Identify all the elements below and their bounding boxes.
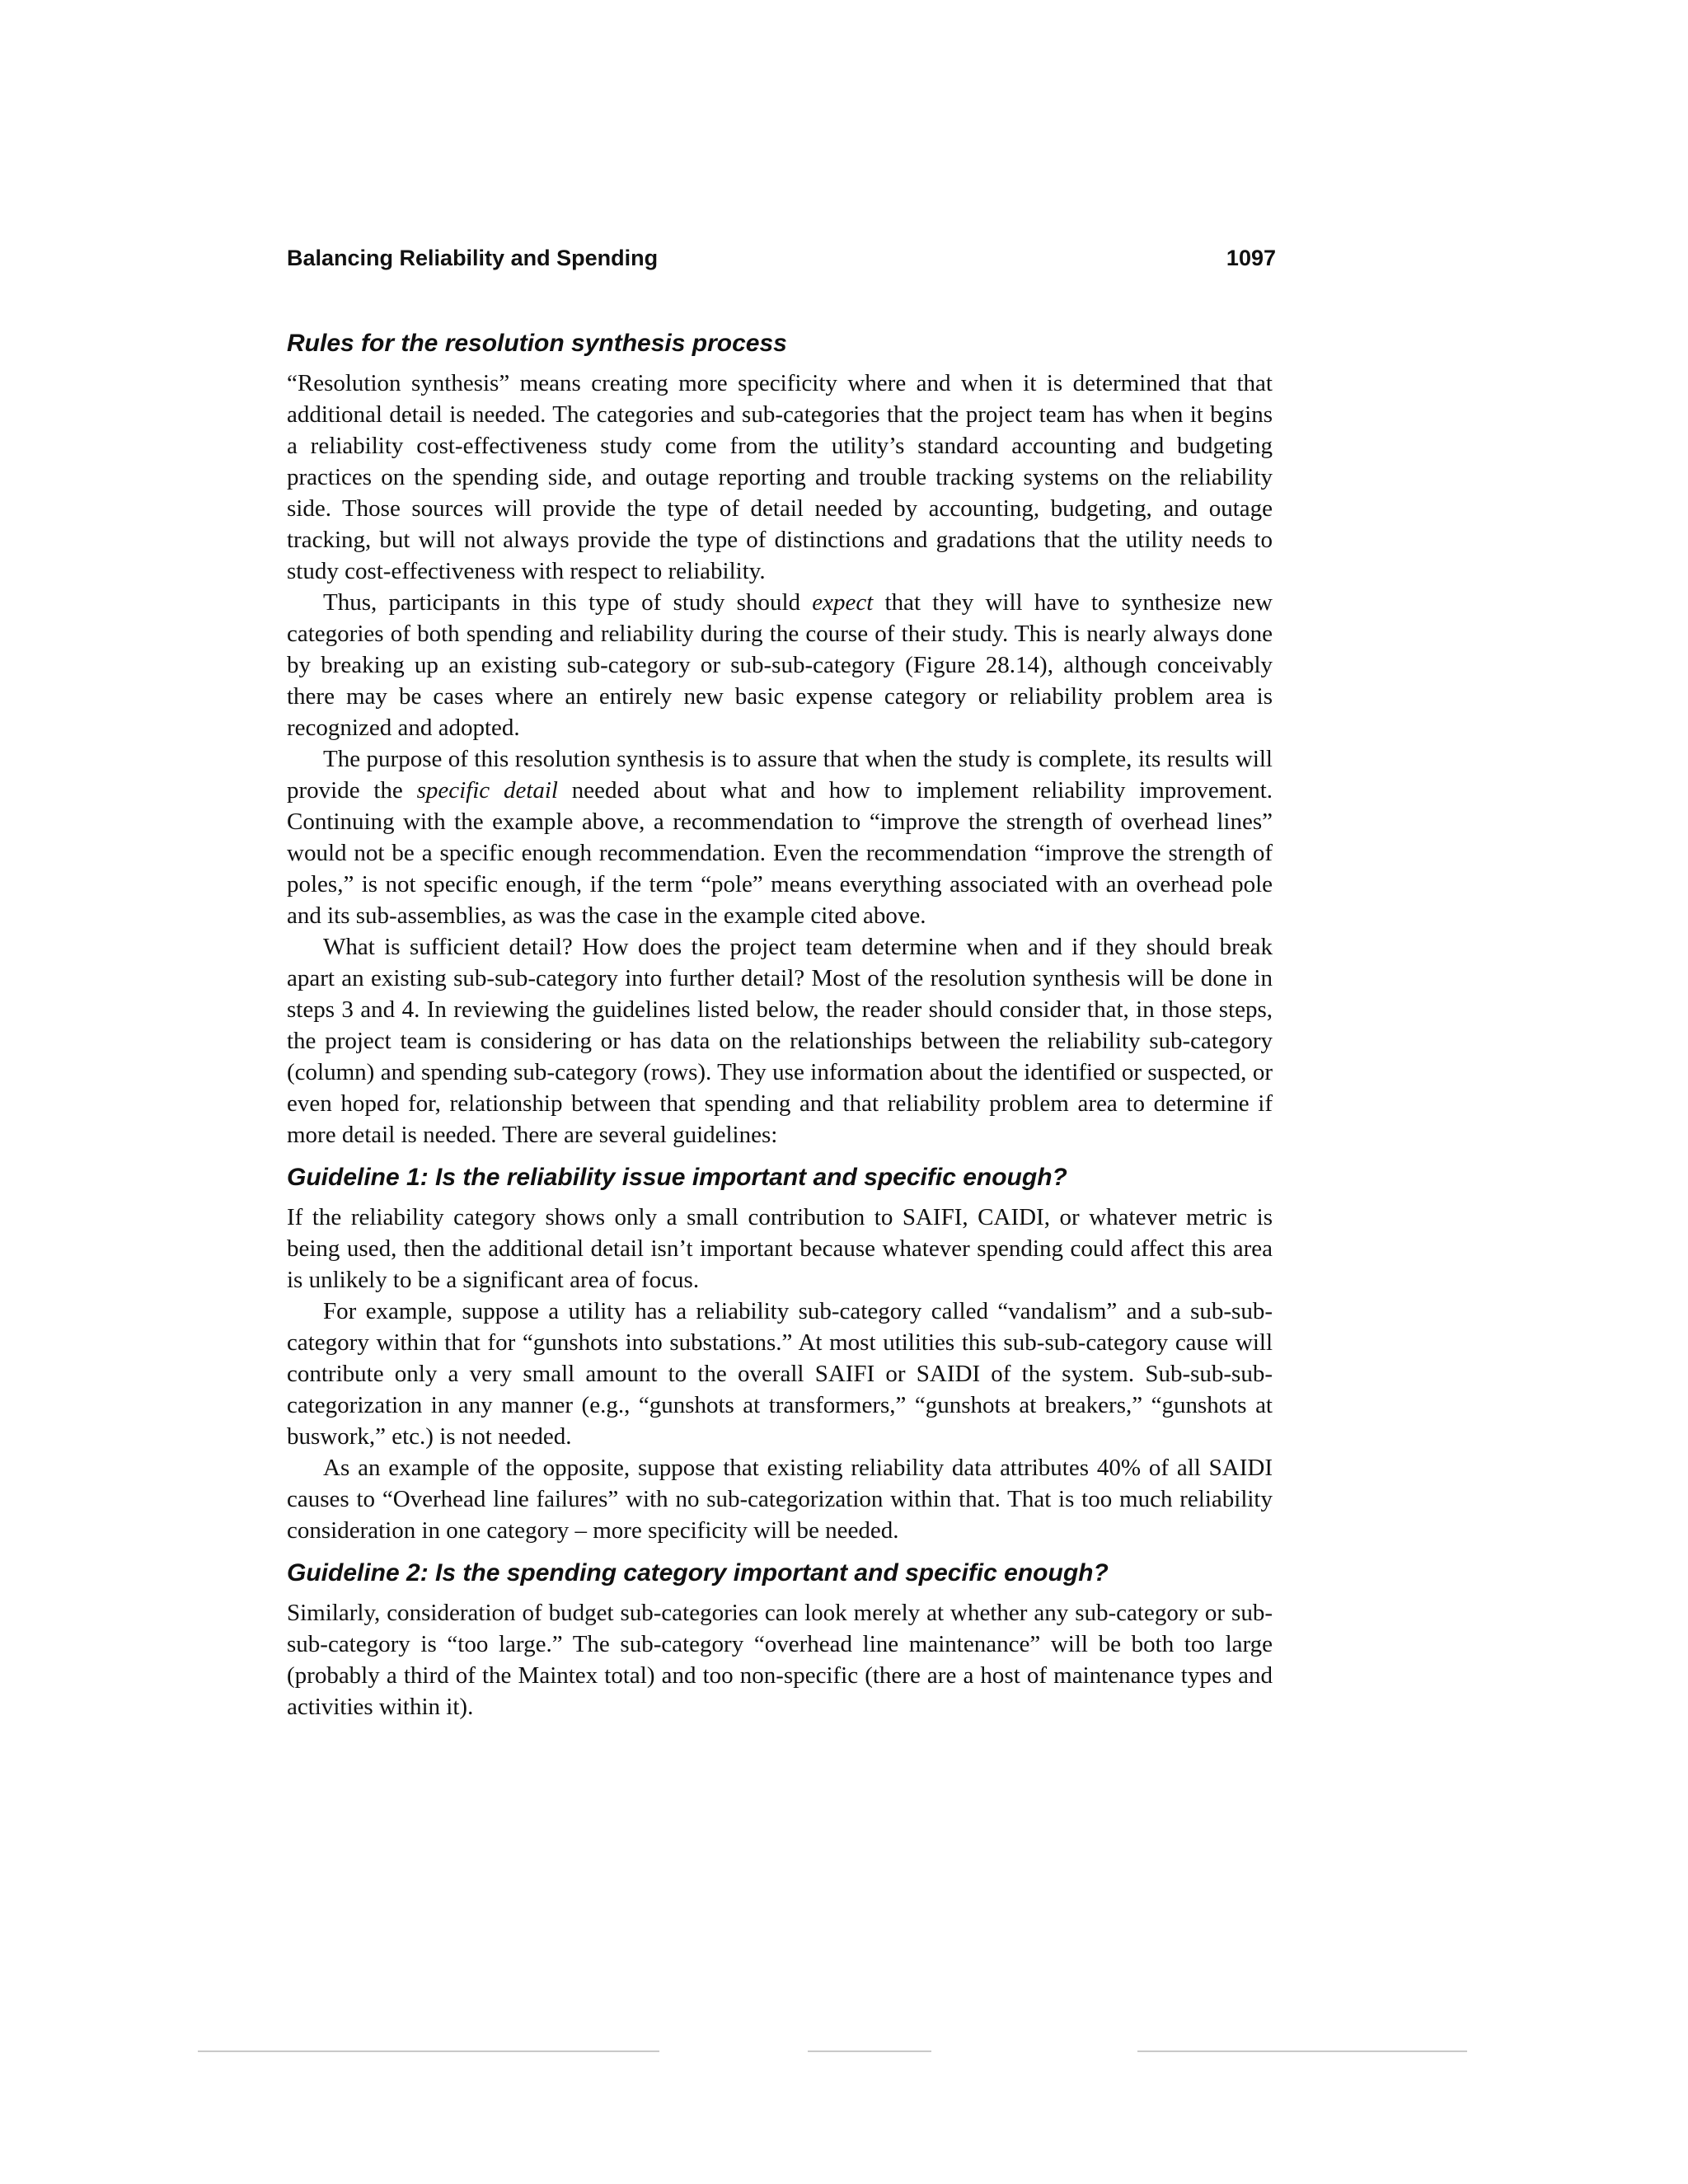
section-paragraph-3-text-a: The purpose of this resolution synthesis is to assure that when the study is complete, its results will provide the [287, 746, 1273, 804]
body-text [287, 328, 1273, 1722]
running-title: Balancing Reliability and Spending [287, 246, 659, 270]
guideline-1-paragraph-1: If the reliability category shows only a small contribution to SAIFI, CAIDI, or whatever metric is being used, then the additional detail isn’t important because whatever spending could affect this area is unlikely to be a significant area of focus. [287, 1204, 1273, 1293]
section-paragraph-4: What is sufficient detail? How does the project team determine when and if they should break apart an existing sub-sub-category into further detail? Most of the resolution synthesis will be done in steps 3 and 4. In reviewing the guidelines listed below, the reader should consider that, in those steps, the project team is considering or has data on the relationships between the reliability sub-category (column) and spending sub-category (rows). They use information about the identified or suspected, or even hoped for, relationship between that spending and that reliability problem area to determine if more detail is needed. There are several guidelines: [287, 934, 1273, 1148]
guideline-1-paragraph-3: As an example of the opposite, suppose that existing reliability data attributes 40% of all SAIDI causes to “Overhead line failures” with no sub-categorization within that. That is too much reliability consideration in one category – more specificity will be needed. [287, 1455, 1273, 1544]
section-paragraph-1: “Resolution synthesis” means creating more specificity where and when it is determined that that additional detail is needed. The categories and sub-categories that the project team has when it begins a reliability cost-effectiveness study come from the utility’s standard accounting and budgeting practices on the spending side, and outage reporting and trouble tracking systems on the reliability side. Those sources will provide the type of detail needed by accounting, budgeting, and outage tracking, but will not always provide the type of distinctions and gradations that the utility needs to study cost-effectiveness with respect to reliability. [287, 370, 1273, 584]
guideline-1-heading: Guideline 1: Is the reliability issue important and specific enough? [287, 1164, 1067, 1191]
section-paragraph-2-text-b: that they will have to synthesize new categories of both spending and reliability during the course of their study. This is nearly always done by breaking up an existing sub-category or sub-sub-category (Figure 28.14), although conceivably there may be cases where an entirely new basic expense category or reliability problem area is recognized and adopted. [287, 589, 1273, 741]
section-paragraph-2 [287, 587, 1273, 743]
running-header [287, 244, 1276, 277]
scan-artifact-line-middle [808, 2050, 931, 2052]
scan-artifact-line-right [1137, 2050, 1467, 2052]
section-paragraph-2-text-a: Thus, participants in this type of study should [323, 589, 813, 616]
guideline-2-heading: Guideline 2: Is the spending category important and specific enough? [287, 1559, 1109, 1586]
guideline-2-paragraph-1: Similarly, consideration of budget sub-categories can look merely at whether any sub-category or sub-sub-category is “too large.” The sub-category “overhead line maintenance” will be both too large (probably a third of the Maintex total) and too non-specific (there are a host of maintenance types and activities within it). [287, 1600, 1273, 1720]
section-paragraph-3-emphasis: specific detail [416, 777, 558, 804]
section-paragraph-3-text-b: needed about what and how to implement reliability improvement. Continuing with the example above, a recommendation to “improve the strength of overhead lines” would not be a specific enough recommendation. Even the recommendation “improve the strength of poles,” is not specific enough, if the term “pole” means everything associated with an overhead pole and its sub-assemblies, as was the case in the example cited above. [287, 777, 1273, 929]
page-number: 1097 [1226, 246, 1276, 270]
guideline-1-paragraph-2: For example, suppose a utility has a reliability sub-category called “vandalism” and a sub-sub-category within that for “gunshots into substations.” At most utilities this sub-sub-category cause will contribute only a very small amount to the overall SAIFI or SAIDI of the system. Sub-sub-sub-categorization in any manner (e.g., “gunshots at transformers,” “gunshots at breakers,” “gunshots at buswork,” etc.) is not needed. [287, 1298, 1273, 1450]
scan-artifact-line-left [198, 2050, 659, 2052]
section-paragraph-3 [287, 743, 1273, 931]
section-heading: Rules for the resolution synthesis process [287, 330, 787, 357]
section-paragraph-2-emphasis: expect [812, 589, 874, 616]
